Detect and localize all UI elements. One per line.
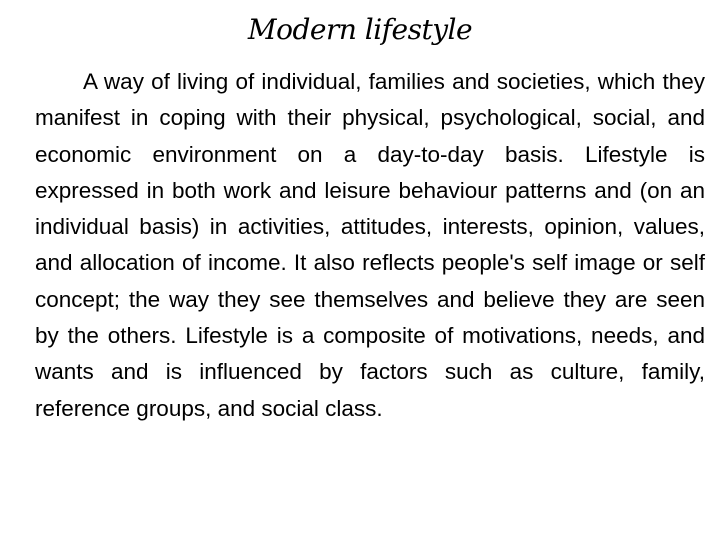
slide-title: Modern lifestyle <box>247 13 473 46</box>
slide-body-paragraph: A way of living of individual, families and societies, which they manifest in coping with their physical, psychological, social, and economic environment on a day-to-day basis. Lifestyle is expressed in both work and leisure behaviour patterns and (on an individual basis) in activities, attitudes, interests, opinion, values, and allocation of income. It also reflects people's self image or self concept; the way they see themselves and believe they are seen by the others. Lifestyle is a composite of motivations, needs, and wants and is influenced by factors such as culture, family, reference groups, and social class. <box>35 69 705 421</box>
